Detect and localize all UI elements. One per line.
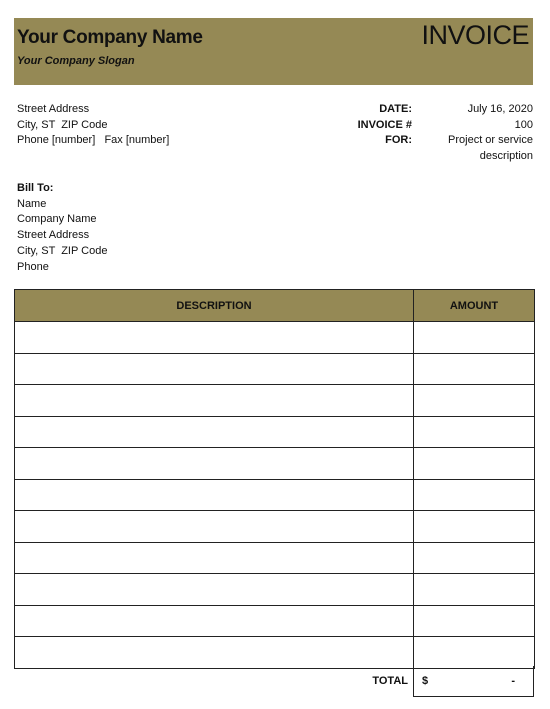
description-cell[interactable] bbox=[15, 448, 414, 480]
table-row bbox=[15, 574, 535, 606]
invoice-number-value: 100 bbox=[514, 118, 533, 131]
amount-cell[interactable] bbox=[414, 605, 535, 637]
total-row bbox=[14, 666, 534, 697]
table-row bbox=[15, 637, 535, 669]
sender-street: Street Address bbox=[17, 103, 90, 115]
for-value: Project or service bbox=[448, 134, 533, 147]
header-band bbox=[14, 18, 533, 85]
table-row bbox=[15, 511, 535, 543]
amount-cell[interactable] bbox=[414, 353, 535, 385]
company-name: Your Company Name bbox=[17, 27, 203, 48]
amount-cell[interactable] bbox=[414, 637, 535, 669]
meta-row-for-continued bbox=[330, 149, 533, 165]
bill-to bbox=[17, 181, 107, 275]
table-row bbox=[15, 322, 535, 354]
amount-cell[interactable] bbox=[414, 322, 535, 354]
description-cell[interactable] bbox=[15, 385, 414, 417]
description-cell[interactable] bbox=[15, 416, 414, 448]
meta-row-date bbox=[330, 102, 533, 118]
company-slogan: Your Company Slogan bbox=[17, 55, 135, 67]
bill-to-city: City, ST ZIP Code bbox=[17, 244, 108, 257]
amount-cell[interactable] bbox=[414, 416, 535, 448]
amount-cell[interactable] bbox=[414, 385, 535, 417]
table-row bbox=[15, 605, 535, 637]
description-cell[interactable] bbox=[15, 637, 414, 669]
for-label-continued bbox=[330, 149, 412, 165]
total-amount-value: - bbox=[511, 675, 515, 687]
sender-address bbox=[17, 102, 169, 149]
total-currency-symbol: $ bbox=[422, 675, 429, 687]
bill-to-name: Name bbox=[17, 197, 47, 210]
invoice-title: INVOICE bbox=[421, 20, 529, 50]
bill-to-company: Company Name bbox=[17, 213, 97, 226]
bill-to-phone: Phone bbox=[17, 260, 49, 273]
total-label: TOTAL bbox=[372, 675, 408, 687]
description-cell[interactable] bbox=[15, 511, 414, 543]
meta-row-for bbox=[330, 133, 533, 149]
meta-row-invoice-number bbox=[330, 118, 533, 134]
sender-city: City, ST ZIP Code bbox=[17, 118, 108, 131]
table-row bbox=[15, 416, 535, 448]
for-value-continued: description bbox=[479, 150, 533, 163]
description-cell[interactable] bbox=[15, 479, 414, 511]
total-amount-box[interactable] bbox=[413, 666, 534, 697]
table-row bbox=[15, 542, 535, 574]
table-row bbox=[15, 448, 535, 480]
amount-column-header: AMOUNT bbox=[414, 290, 535, 322]
date-value: July 16, 2020 bbox=[467, 103, 533, 115]
line-items-table bbox=[14, 289, 535, 669]
table-row bbox=[15, 385, 535, 417]
amount-cell[interactable] bbox=[414, 448, 535, 480]
bill-to-street: Street Address bbox=[17, 229, 90, 242]
table-header-row bbox=[15, 290, 535, 322]
table-row bbox=[15, 479, 535, 511]
sender-phone-fax: Phone [number] Fax [number] bbox=[17, 134, 170, 147]
description-column-header: DESCRIPTION bbox=[15, 290, 414, 322]
invoice-meta bbox=[330, 102, 533, 165]
amount-cell[interactable] bbox=[414, 542, 535, 574]
amount-cell[interactable] bbox=[414, 574, 535, 606]
invoice-number-label: INVOICE # bbox=[357, 118, 412, 131]
description-cell[interactable] bbox=[15, 353, 414, 385]
amount-cell[interactable] bbox=[414, 511, 535, 543]
description-cell[interactable] bbox=[15, 605, 414, 637]
description-cell[interactable] bbox=[15, 574, 414, 606]
date-label: DATE: bbox=[379, 103, 412, 115]
for-label: FOR: bbox=[385, 134, 412, 147]
amount-cell[interactable] bbox=[414, 479, 535, 511]
description-cell[interactable] bbox=[15, 542, 414, 574]
bill-to-title: Bill To: bbox=[17, 182, 54, 194]
table-row bbox=[15, 353, 535, 385]
description-cell[interactable] bbox=[15, 322, 414, 354]
